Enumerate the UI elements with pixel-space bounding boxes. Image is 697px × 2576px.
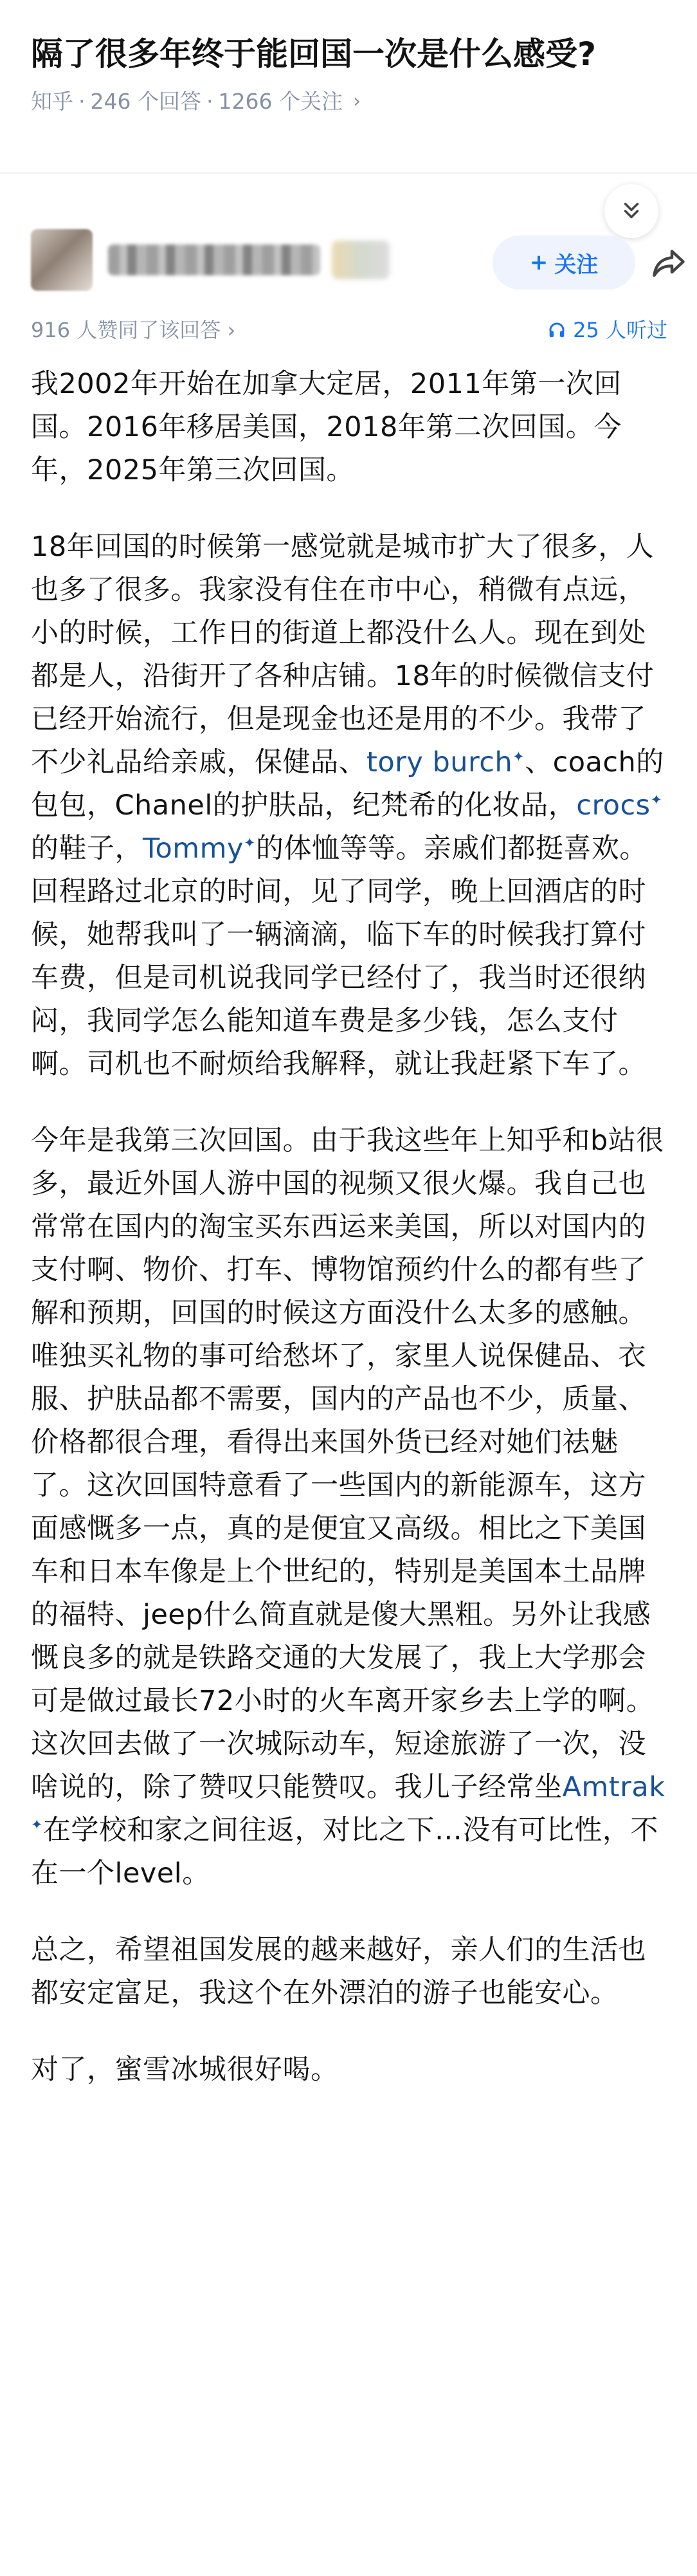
listen-label: 25 人听过 [573, 318, 667, 342]
link-crocs[interactable]: crocs✦ [576, 789, 663, 822]
link-tommy[interactable]: Tommy✦ [143, 833, 256, 865]
divider [0, 172, 697, 174]
paragraph-2: 18年回国的时候第一感觉就是城市扩大了很多，人也多了很多。我家没有住在市中心，稍微有点远，小的时候，工作日的街道上都没什么人。现在到处都是人，沿街开了各种店铺。18年的时候微信支付已经开始流行，但是现金也还是用的不少。我带了不少礼品给亲戚，保健品、tory burch✦、coach的包包，Chanel的护肤品，纪梵希的化妆品，crocs✦的鞋子，Tommy✦的体恤等等。亲戚们都挺喜欢。回程路过北京的时间，见了同学，晚上回酒店的时候，她帮我叫了一辆滴滴，临下车的时候我打算付车费，但是司机说我同学已经付了，我当时还很纳闷，我同学怎么能知道车费是多少钱，怎么支付啊。司机也不耐烦给我解释，就让我赶紧下车了。 [31, 531, 664, 1080]
listen-count[interactable] [547, 314, 667, 346]
link-amtrak[interactable]: Amtrak✦ [31, 1771, 665, 1834]
author-row [31, 229, 667, 300]
headphones-icon [547, 320, 566, 340]
source-label: 知乎 [31, 89, 73, 114]
follow-button[interactable] [493, 235, 635, 290]
link-mark-icon: ✦ [244, 835, 256, 852]
question-meta: 知乎 · 246 个回答 · 1266 个关注 › [31, 86, 667, 117]
question-header [31, 30, 667, 117]
upvote-count[interactable]: 916 人赞同了该回答 [31, 318, 221, 342]
author-name-blurred[interactable] [108, 244, 320, 275]
link-mark-icon: ✦ [650, 792, 663, 809]
answer-body [31, 363, 667, 2125]
link-tory-burch[interactable]: tory burch✦ [367, 746, 525, 778]
link-mark-icon: ✦ [512, 749, 525, 766]
follower-count[interactable]: 1266 个关注 [218, 89, 343, 114]
question-title[interactable]: 隔了很多年终于能回国一次是什么感受? [31, 35, 597, 73]
chevron-double-down-icon [619, 199, 644, 223]
avatar[interactable] [31, 229, 93, 291]
author-badge-blurred [332, 241, 390, 279]
answer-count[interactable]: 246 个回答 [90, 89, 201, 114]
chevron-right-icon[interactable]: › [227, 318, 236, 342]
paragraph-5: 对了，蜜雪冰城很好喝。 [31, 2054, 339, 2086]
chevron-right-icon[interactable]: › [352, 90, 361, 113]
share-icon[interactable] [649, 243, 688, 282]
plus-icon: + [529, 250, 548, 275]
paragraph-4: 总之，希望祖国发展的越来越好，亲人们的生活也都安定富足，我这个在外漂泊的游子也能安心。 [31, 1934, 646, 2009]
paragraph-1: 我2002年开始在加拿大定居，2011年第一次回国。2016年移居美国，2018年第二次回国。今年，2025年第三次回国。 [31, 368, 622, 486]
answer-stats [31, 314, 667, 346]
follow-label: 关注 [554, 252, 599, 278]
link-mark-icon: ✦ [31, 1817, 43, 1834]
paragraph-3: 今年是我第三次回国。由于我这些年上知乎和b站很多，最近外国人游中国的视频又很火爆。我自己也常常在国内的淘宝买东西运来美国，所以对国内的支付啊、物价、打车、博物馆预约什么的都有些了解和预期，回国的时候这方面没什么太多的感触。唯独买礼物的事可给愁坏了，家里人说保健品、衣服、护肤品都不需要，国内的产品也不少，质量、价格都很合理，看得出来国外货已经对她们祛魅了。这次回国特意看了一些国内的新能源车，这方面感慨多一点，真的是便宜又高级。相比之下美国车和日本车像是上个世纪的，特别是美国本土品牌的福特、jeep什么简直就是傻大黑粗。另外让我感慨良多的就是铁路交通的大发展了，我上大学那会可是做过最长72小时的火车离开家乡去上学的啊。这次回去做了一次城际动车，短途旅游了一次，没啥说的，除了赞叹只能赞叹。我儿子经常坐Amtrak✦在学校和家之间往返，对比之下…没有可比性，不在一个level。 [31, 1125, 665, 1890]
